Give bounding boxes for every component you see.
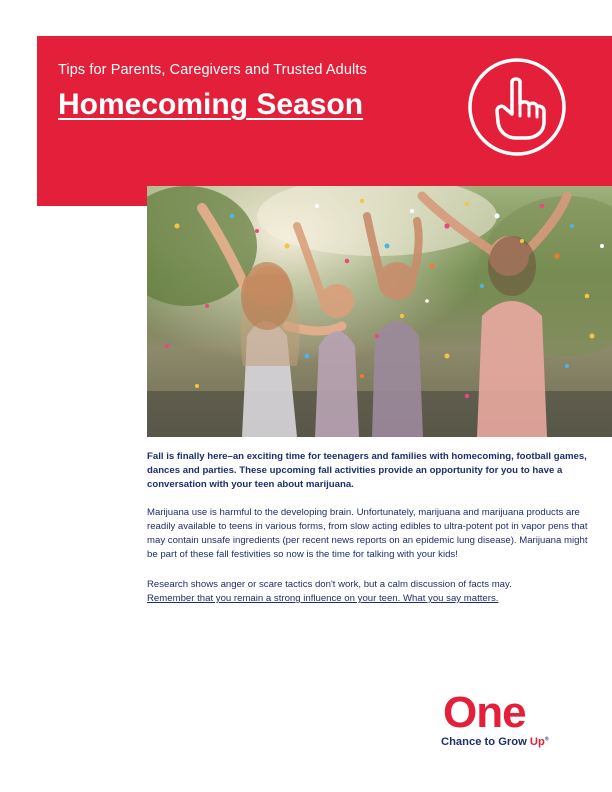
influence-sentence: Remember that you remain a strong influence on your teen. What you say matters. [147,593,499,604]
brain-harm-paragraph: Marijuana use is harmful to the developing brain. Unfortunately, marijuana and marijuana products are readily available to teens in various forms, from slow acting edibles to ultra-potent pot in vapor pens that may contain unsafe ingredients (per recent news reports on an epidemic lung disease). Marijuana might be part of these fall festivities so now is the time for talking with your kids! [147,507,588,560]
raised-index-finger-icon [466,56,568,158]
page-title: Homecoming Season [58,88,364,121]
celebration-photo [147,186,612,437]
logo-tagline-main: Chance to Grow [441,736,530,748]
research-paragraph [147,578,599,606]
logo-trademark: ® [544,736,549,743]
page-subtitle: Tips for Parents, Caregivers and Trusted Adults [58,62,367,78]
intro-paragraph: Fall is finally here–an exciting time for teenagers and families with homecoming, football games, dances and parties. These upcoming fall activities provide an opportunity for you to have a conversation with your teen about marijuana. [147,451,587,490]
research-sentence: Research shows anger or scare tactics don't work, but a calm discussion of facts may. [147,579,512,590]
one-chance-logo [441,688,586,760]
logo-tagline-up: Up [529,736,545,748]
logo-wordmark: One [443,688,526,737]
logo-tagline [441,736,549,748]
